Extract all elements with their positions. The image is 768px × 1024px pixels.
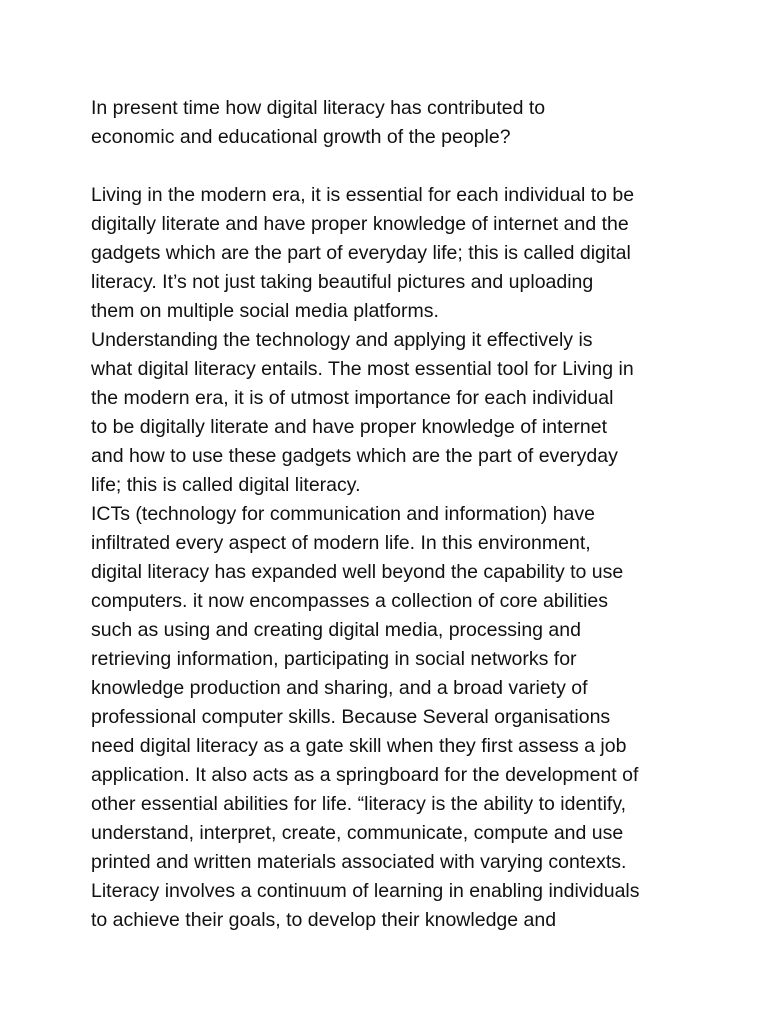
body-line: what digital literacy entails. The most essential tool for Living in xyxy=(91,358,634,380)
question-heading xyxy=(91,94,691,152)
body-line: retrieving information, participating in social networks for xyxy=(91,648,577,670)
question-line: In present time how digital literacy has contributed to xyxy=(91,97,546,119)
body-line: other essential abilities for life. “literacy is the ability to identify, xyxy=(91,793,627,815)
body-line: understand, interpret, create, communicate, compute and use xyxy=(91,822,624,844)
body-text xyxy=(91,181,691,935)
body-line: digitally literate and have proper knowledge of internet and the xyxy=(91,213,629,235)
body-line: ICTs (technology for communication and information) have xyxy=(91,503,595,525)
body-line: life; this is called digital literacy. xyxy=(91,474,361,496)
question-line: economic and educational growth of the people? xyxy=(91,126,511,148)
body-line: need digital literacy as a gate skill when they first assess a job xyxy=(91,735,627,757)
body-line: printed and written materials associated with varying contexts. xyxy=(91,851,627,873)
body-line: gadgets which are the part of everyday life; this is called digital xyxy=(91,242,631,264)
body-line: to achieve their goals, to develop their knowledge and xyxy=(91,909,557,931)
body-line: infiltrated every aspect of modern life. In this environment, xyxy=(91,532,591,554)
body-line: literacy. It’s not just taking beautiful pictures and uploading xyxy=(91,271,594,293)
body-line: knowledge production and sharing, and a broad variety of xyxy=(91,677,588,699)
body-line: digital literacy has expanded well beyond the capability to use xyxy=(91,561,624,583)
paragraph-gap xyxy=(91,152,691,181)
body-line: such as using and creating digital media, processing and xyxy=(91,619,581,641)
body-line: Understanding the technology and applying it effectively is xyxy=(91,329,593,351)
body-line: and how to use these gadgets which are the part of everyday xyxy=(91,445,618,467)
body-line: to be digitally literate and have proper knowledge of internet xyxy=(91,416,607,438)
body-line: application. It also acts as a springboard for the development of xyxy=(91,764,639,786)
body-line: Living in the modern era, it is essential for each individual to be xyxy=(91,184,635,206)
body-line: professional computer skills. Because Several organisations xyxy=(91,706,611,728)
body-line: computers. it now encompasses a collection of core abilities xyxy=(91,590,608,612)
body-line: the modern era, it is of utmost importance for each individual xyxy=(91,387,614,409)
body-line: Literacy involves a continuum of learning in enabling individuals xyxy=(91,880,640,902)
body-line: them on multiple social media platforms. xyxy=(91,300,439,322)
document-text xyxy=(91,94,691,935)
